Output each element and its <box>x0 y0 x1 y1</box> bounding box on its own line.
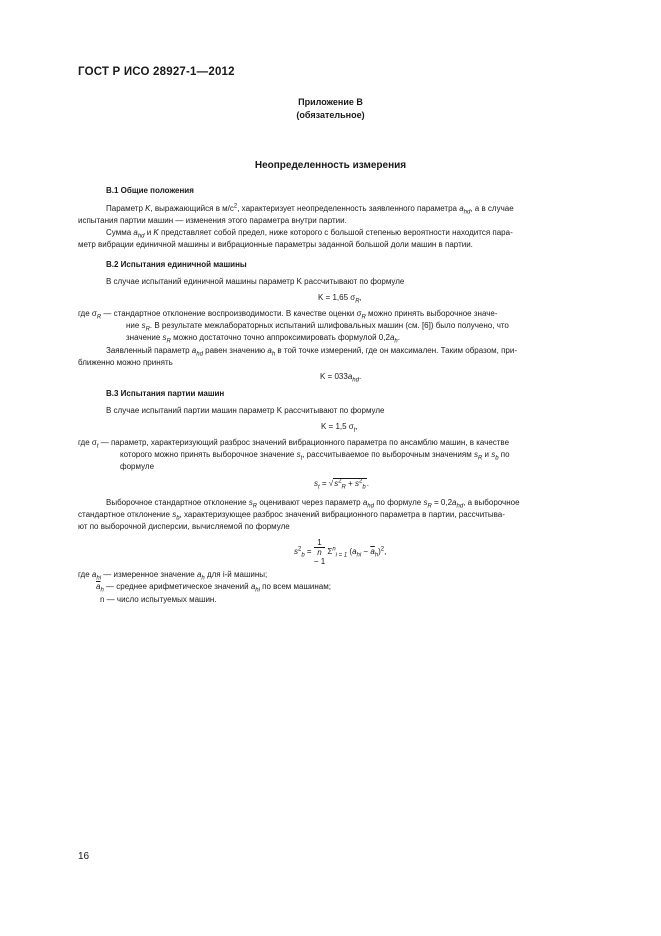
b2-paragraph2-line2: ближенно можно принять <box>78 358 173 367</box>
b3-legend-line3: n — число испытуемых машин. <box>100 595 217 604</box>
b1-paragraph1-line1: Параметр K, выражающийся в $м/с^2$, характеризует неопределенность заявленного параметра $a_{hd}$, а в случае <box>106 203 514 216</box>
b3-formula-variance: $s^2_b$ = 1 n − 1 $\Sigma^n_{i = 1}$ $(a_{hi} - \overline{a}_h)^2$, <box>294 538 387 566</box>
b3-where-line2: которого можно принять выборочное значение $s_t$, рассчитываемое по выборочным значениям $s_R$ и $s_b$ по <box>120 450 510 462</box>
appendix-status: (обязательное) <box>296 110 365 120</box>
b2-where-line3: значение $s_R$ можно достаточно точно аппроксимировать формулой $0,2a_h$. <box>126 333 400 345</box>
b3-paragraph2-line3: ют по выборочной дисперсии, вычисляемой по формуле <box>78 522 290 531</box>
section-title: Неопределенность измерения <box>254 160 407 171</box>
b3-paragraph1: В случае испытаний партии машин параметр K рассчитывают по формуле <box>106 406 385 415</box>
b3-formula: K = 1,5 $\sigma_t$, <box>321 422 358 434</box>
b2-where-line2: ние $s_R$. В результате межлабораторных испытаний шлифовальных машин (см. [6]) было получено, что <box>126 321 509 333</box>
b3-where-line1: где $\sigma_t$ — параметр, характеризующий разброс значений вибрационного параметра по ансамблю машин, в качестве <box>78 438 510 450</box>
heading-b1: В.1 Общие положения <box>106 186 194 195</box>
b3-legend-line2: $\overline{a}_h$ — среднее арифметическое значений $a_{hi}$ по всем машинам; <box>96 582 331 594</box>
heading-b3: В.3 Испытания партии машин <box>106 389 225 398</box>
b1-paragraph2-line2: метр вибрации единичной машины и вибрационные параметры заданной большой доли машин в партии. <box>78 240 473 249</box>
b1-paragraph1-line2: испытания партии машин — изменения этого параметра внутри партии. <box>78 216 347 225</box>
b3-where-line3: формуле <box>120 462 155 471</box>
b2-formula2: $K = 033a_{hd}$. <box>320 372 362 384</box>
b2-where-line1: где $\sigma_R$ — стандартное отклонение воспроизводимости. В качестве оценки $\sigma_R$ можно принять выборочное значе- <box>78 309 498 321</box>
b3-legend-line1: где $a_{hi}$ — измеренное значение $a_h$ для i-й машины; <box>78 570 268 582</box>
b2-paragraph2-line1: Заявленный параметр $a_{hd}$ равен значению $a_h$ в той точке измерений, где он максимален. Таким образом, при- <box>106 346 517 358</box>
b2-paragraph1: В случае испытаний единичной машины параметр K рассчитывают по формуле <box>106 277 405 286</box>
page-number: 16 <box>78 851 90 862</box>
b2-formula: K = 1,65 $\sigma_R$, <box>318 293 362 305</box>
b1-paragraph2-line1: Сумма $a_{hd}$ и K представляет собой предел, ниже которого с большой степенью вероятности находится пара- <box>106 228 513 240</box>
heading-b2: В.2 Испытания единичной машины <box>106 260 247 269</box>
b3-paragraph2-line2: стандартное отклонение $s_b$, характеризующее разброс значений вибрационного параметра в партии, рассчитыва- <box>78 510 505 522</box>
document-header: ГОСТ Р ИСО 28927-1—2012 <box>78 66 235 78</box>
b3-formula-st: $s_t = √s^2_R + s^2_b$. <box>314 478 369 491</box>
b3-paragraph2-line1: Выборочное стандартное отклонение $s_R$ оценивают через параметр $a_{hd}$ по формуле $s_R = 0,2a_{hd}$, а выборочное <box>106 498 520 510</box>
appendix-label: Приложение В <box>298 97 363 107</box>
